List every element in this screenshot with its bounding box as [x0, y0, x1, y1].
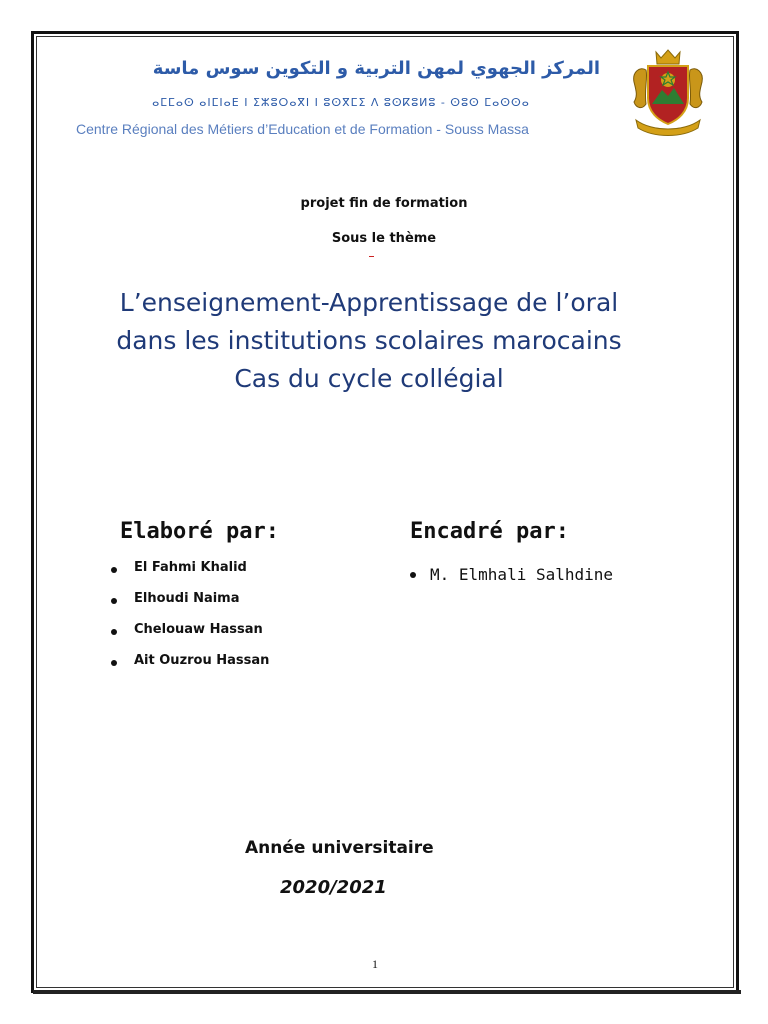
supervisor-name: M. Elmhali Salhdine — [430, 565, 614, 584]
author-name: Elhoudi Naima — [134, 591, 240, 606]
page-border-shadow — [33, 990, 741, 994]
bullet-icon — [111, 567, 117, 573]
author-list — [108, 560, 269, 684]
list-item — [108, 653, 269, 684]
institution-name-arabic: المركز الجهوي لمهن التربية و التكوين سوس ماسة — [152, 58, 600, 79]
authors-heading: Elaboré par: — [120, 519, 279, 544]
title-line: Cas du cycle collégial — [234, 364, 504, 393]
author-name: El Fahmi Khalid — [134, 560, 247, 575]
bullet-icon — [410, 572, 416, 578]
list-item — [108, 591, 269, 622]
theme-label: Sous le thème — [331, 231, 437, 246]
academic-year-label: Année universitaire — [245, 838, 434, 858]
supervisor-heading: Encadré par: — [410, 519, 569, 544]
page-number: 1 — [372, 957, 378, 971]
supervisor-item — [410, 565, 613, 584]
academic-year-value: 2020/2021 — [280, 877, 387, 898]
bullet-icon — [111, 629, 117, 635]
institution-name-french: Centre Régional des Métiers d’Education et de Formation - Souss Massa — [76, 121, 529, 137]
author-name: Ait Ouzrou Hassan — [134, 653, 270, 668]
red-mark — [369, 256, 374, 257]
moroccan-coat-of-arms-icon — [628, 46, 708, 140]
document-title — [0, 284, 738, 398]
list-item — [108, 622, 269, 653]
bullet-icon — [111, 660, 117, 666]
title-line: dans les institutions scolaires marocains — [116, 326, 622, 355]
author-name: Chelouaw Hassan — [134, 622, 263, 637]
institution-name-tifinagh: ⴰⵎⵎⴰⵙ ⴰⵏⵎⵏⴰⴹ ⵏ ⵉⵣⵓⵔⴰⴳⵏ ⵏ ⵓⵙⴳⵎⵉ ⴷ ⵓⵙⴽⵓⵍⵓ - ⵙⵓⵙ ⵎⴰⵙⵙⴰ — [152, 96, 530, 109]
document-type: projet fin de formation — [300, 196, 468, 211]
list-item — [108, 560, 269, 591]
title-line: L’enseignement-Apprentissage de l’oral — [119, 288, 619, 317]
bullet-icon — [111, 598, 117, 604]
